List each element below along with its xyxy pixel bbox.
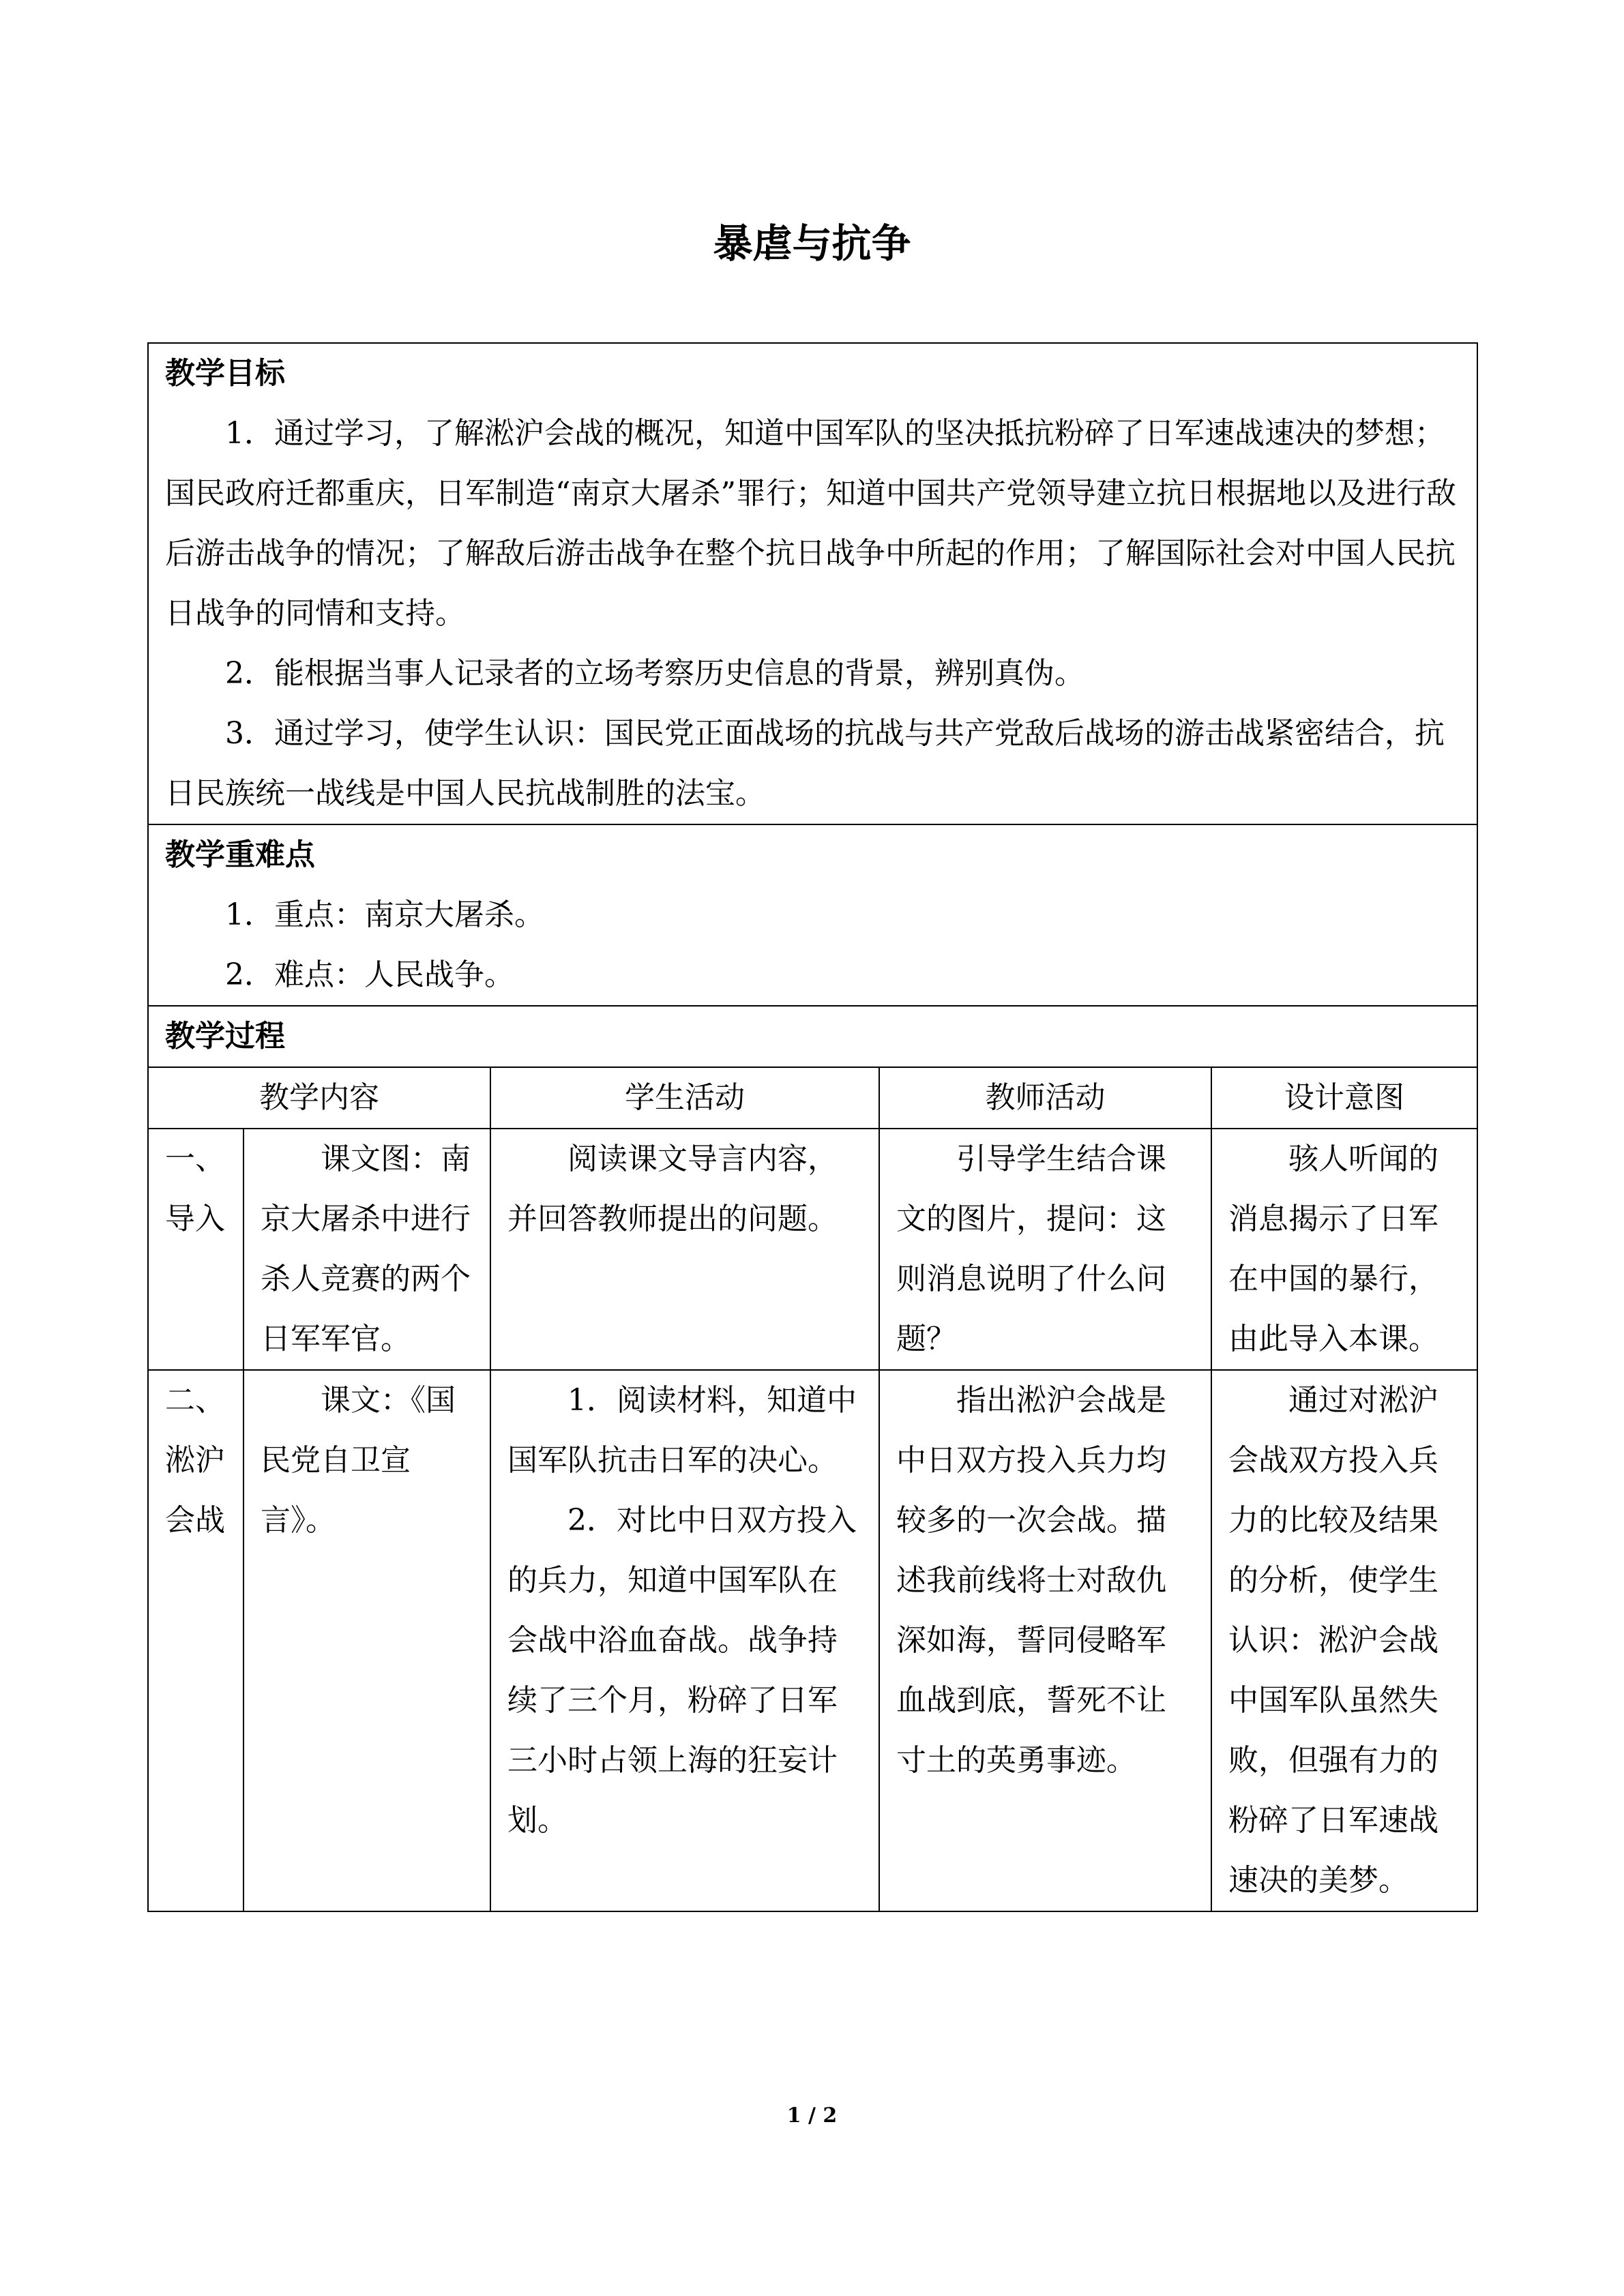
process-heading: 教学过程	[165, 1019, 285, 1054]
objective-item: 1．通过学习，了解淞沪会战的概况，知道中国军队的坚决抵抗粉碎了日军速战速决的梦想；国民政府迁都重庆，日军制造“南京大屠杀”罪行；知道中国共产党领导建立抗日根据地以及进行敌后游击战争的情况；了解敌后游击战争在整个抗日战争中所起的作用；了解国际社会对中国人民抗日战争的同情和支持。	[165, 416, 1456, 631]
objective-item: 3．通过学习，使学生认识：国民党正面战场的抗战与共产党敌后战场的游击战紧密结合，抗日民族统一战线是中国人民抗战制胜的法宝。	[165, 716, 1445, 811]
row-student-activity: 1．阅读材料，知道中国军队抗击日军的决心。	[507, 1383, 857, 1478]
column-header-content: 教学内容	[148, 1067, 490, 1129]
key-point-item: 1．重点：南京大屠杀。	[225, 897, 544, 932]
row-student-activity: 2．对比中日双方投入的兵力，知道中国军队在会战中浴血奋战。战争持续了三个月，粉碎了日军三小时占领上海的狂妄计划。	[507, 1503, 857, 1838]
objectives-section	[148, 343, 1477, 824]
objective-item: 2．能根据当事人记录者的立场考察历史信息的背景，辨别真伪。	[225, 656, 1084, 691]
column-header-intent: 设计意图	[1211, 1067, 1477, 1129]
process-section-header	[148, 1006, 1477, 1067]
key-points-section	[148, 824, 1477, 1006]
page-number: 1 / 2	[786, 2104, 838, 2128]
table-row	[148, 1129, 1477, 1370]
page-title: 暴虐与抗争	[713, 220, 911, 267]
row-design-intent: 骇人听闻的消息揭示了日军在中国的暴行，由此导入本课。	[1228, 1142, 1438, 1356]
lesson-plan-table	[147, 342, 1478, 1912]
row-content: 课文图：南京大屠杀中进行杀人竞赛的两个日军军官。	[261, 1142, 471, 1356]
row-design-intent: 通过对淞沪会战双方投入兵力的比较及结果的分析，使学生认识：淞沪会战中国军队虽然失败，但强有力的粉碎了日军速战速决的美梦。	[1228, 1383, 1438, 1898]
row-label: 二、淞沪会战	[148, 1370, 243, 1911]
row-content: 课文：《国民党自卫宣言》。	[261, 1383, 456, 1538]
row-teacher-activity: 指出淞沪会战是中日双方投入兵力均较多的一次会战。描述我前线将士对敌仇深如海，誓同侵略军血战到底，誓死不让寸土的英勇事迹。	[896, 1383, 1166, 1778]
row-student-activity: 阅读课文导言内容，并回答教师提出的问题。	[507, 1142, 838, 1236]
objectives-heading: 教学目标	[165, 356, 285, 391]
table-row	[148, 1370, 1477, 1911]
process-column-headers	[148, 1067, 1477, 1129]
column-header-student: 学生活动	[490, 1067, 879, 1129]
key-point-item: 2．难点：人民战争。	[225, 957, 514, 992]
column-header-teacher: 教师活动	[879, 1067, 1211, 1129]
key-points-heading: 教学重难点	[165, 837, 315, 872]
row-teacher-activity: 引导学生结合课文的图片，提问：这则消息说明了什么问题？	[896, 1142, 1166, 1356]
row-label: 一、导入	[148, 1129, 243, 1370]
